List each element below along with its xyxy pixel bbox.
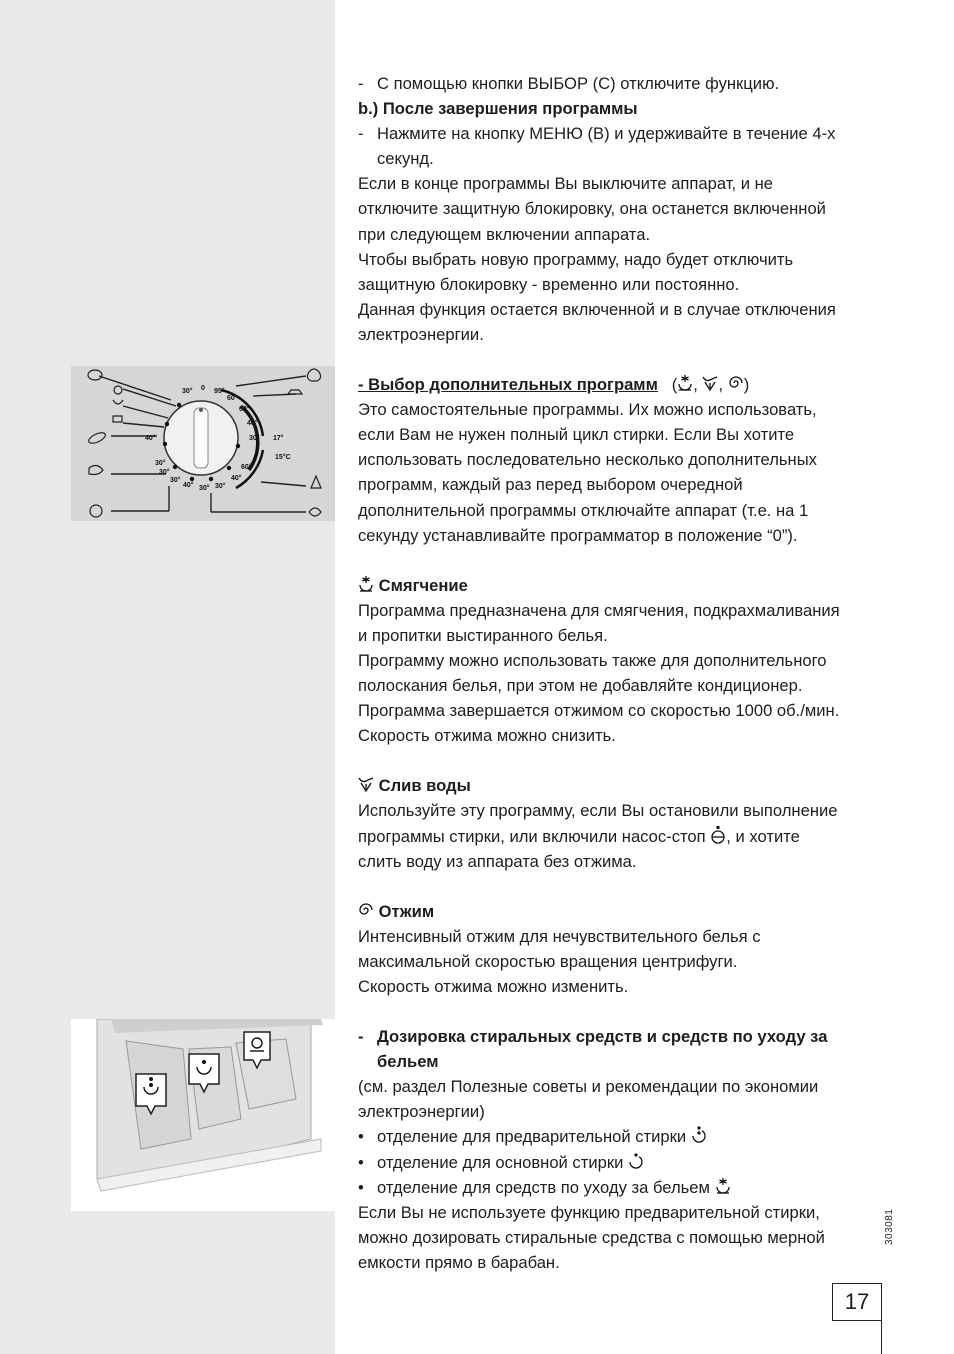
paragraph-line: программы стирки, или включили насос-стоп , и хотите: [358, 826, 800, 846]
paragraph-line: если Вам не нужен полный цикл стирки. Если Вы хотите: [358, 425, 795, 445]
delicate-icon: [311, 476, 321, 488]
paragraph-line: емкости прямо в барабан.: [358, 1252, 560, 1272]
spin-heading: Отжим: [378, 901, 435, 921]
synthetic-icon: [87, 431, 107, 446]
paragraph-line: защитную блокировку - временно или постоянно.: [358, 274, 740, 294]
extra-programs-heading-row: - Выбор дополнительных программ ( , , ): [358, 375, 750, 395]
spin-icon: [728, 374, 744, 392]
paragraph-line: электроэнергии): [358, 1102, 485, 1122]
wool-icon: [90, 505, 102, 517]
section-heading-after-program: b.) После завершения программы: [358, 99, 638, 119]
paragraph-line: использовать последовательно несколько дополнительных: [358, 450, 817, 470]
softener-icon: [677, 374, 693, 392]
drain-icon: [358, 775, 374, 793]
paragraph-line: слить воду из аппарата без отжима.: [358, 851, 637, 871]
softener-icon: [358, 575, 374, 593]
page-number-rule: [881, 1321, 882, 1354]
handwash-icon: [89, 465, 103, 474]
drain-icon: [702, 374, 718, 392]
dial-label: 17°: [273, 435, 284, 442]
dial-label: 30°: [170, 477, 181, 484]
dial-label: 60°: [227, 395, 238, 402]
mainwash-icon: [628, 1152, 644, 1170]
paragraph-line: и пропитки выстиранного белья.: [358, 625, 608, 645]
paragraph-line: электроэнергии.: [358, 324, 484, 344]
extra-programs-heading: - Выбор дополнительных программ: [358, 375, 658, 395]
paragraph-line: полоскания белья, при этом не добавляйте кондиционер.: [358, 676, 803, 696]
paragraph-line: Скорость отжима можно изменить.: [358, 977, 629, 996]
paragraph-line: Если в конце программы Вы выключите аппарат, и не: [358, 174, 773, 194]
dial-label: 30°: [215, 483, 226, 490]
paragraph-line: Чтобы выбрать новую программу, надо будет отключить: [358, 249, 794, 269]
spin-icon: [358, 901, 374, 919]
softener-icon: [715, 1177, 731, 1195]
spin-heading-row: [358, 899, 894, 924]
paragraph-line: программ, каждый раз перед выбором очередной: [358, 475, 743, 495]
paragraph-line: Программа завершается отжимом со скоростью 1000 об./мин.: [358, 701, 840, 721]
dial-label: 30°: [182, 388, 193, 395]
dial-label: 95°: [214, 388, 225, 395]
instruction-line: - Нажмите на кнопку МЕНЮ (B) и удерживайте в течение 4-х: [358, 124, 836, 144]
softening-heading-row: [358, 573, 894, 598]
softening-heading: Смягчение: [378, 575, 468, 595]
dial-label: 40°: [231, 475, 242, 482]
paragraph-line: Интенсивный отжим для нечувствительного белья с: [358, 926, 761, 946]
dial-label: 40°: [247, 420, 258, 427]
dial-label: 15°C: [275, 454, 291, 461]
programmer-dial-figure: [71, 366, 335, 521]
dial-label: 40°: [183, 482, 194, 489]
pump-stop-icon: [710, 826, 726, 844]
silk-icon: [309, 508, 321, 516]
dial-label: 30°: [199, 485, 210, 492]
paragraph-line: можно дозировать стиральные средства с помощью мерной: [358, 1227, 825, 1247]
dial-label: 0: [201, 385, 205, 392]
list-item: • отделение для основной стирки: [358, 1150, 894, 1175]
mix-icon: [88, 370, 102, 380]
prewash-icon: [691, 1126, 707, 1144]
dosing-heading: - Дозировка стиральных средств и средств по уходу за: [358, 1027, 828, 1047]
dial-label: 60°: [241, 464, 252, 471]
drain-heading: Слив воды: [378, 776, 471, 796]
drain-icon: [113, 400, 123, 404]
paragraph-line: Используйте эту программу, если Вы остановили выполнение: [358, 801, 838, 821]
spin-icon: [114, 386, 122, 394]
softener-icon: [113, 416, 122, 422]
paragraph-line: при следующем включении аппарата.: [358, 224, 651, 244]
programmer-dial-drawing: [71, 366, 335, 521]
paragraph-line: (см. раздел Полезные советы и рекомендации по экономии: [358, 1077, 819, 1097]
paragraph-line: максимальной скоростью вращения центрифуги.: [358, 951, 738, 971]
paragraph-line: Если Вы не используете функцию предварительной стирки,: [358, 1202, 820, 1222]
paragraph-line: секунду устанавливайте программатор в положение “0”).: [358, 525, 798, 545]
list-item: • отделение для предварительной стирки: [358, 1124, 894, 1149]
document-code: 303081: [884, 1208, 895, 1245]
list-item: • отделение для средств по уходу за бельем: [358, 1175, 894, 1200]
paragraph-line: Программу можно использовать также для дополнительного: [358, 650, 827, 670]
dial-label: 40°: [145, 435, 156, 442]
main-text-column: [358, 71, 894, 1275]
paragraph-line: дополнительной программы отключайте аппарат (т.е. на 1: [358, 500, 809, 520]
paragraph-line: Программа предназначена для смягчения, подкрахмаливания: [358, 600, 840, 620]
paragraph-line: Это самостоятельные программы. Их можно использовать,: [358, 400, 817, 420]
instruction-line: - С помощью кнопки ВЫБОР (C) отключите функцию.: [358, 74, 780, 93]
page-number: 17: [832, 1283, 882, 1321]
cotton-icon: [307, 369, 320, 381]
paragraph-line: Скорость отжима можно снизить.: [358, 726, 616, 746]
paragraph-line: Данная функция остается включенной и в случае отключения: [358, 299, 836, 319]
detergent-dispenser-figure: [71, 1019, 335, 1211]
paragraph-line: отключите защитную блокировку, она останется включенной: [358, 199, 826, 219]
dial-label: 30°: [159, 469, 170, 476]
dosing-heading-cont: бельем: [377, 1052, 439, 1072]
dial-label: 60°: [239, 406, 250, 413]
dial-label: 30°: [155, 460, 166, 467]
drain-heading-row: [358, 773, 894, 798]
dispenser-drawing: [71, 1019, 335, 1211]
instruction-line: секунд.: [377, 149, 434, 169]
dial-label: 30°: [249, 435, 260, 442]
